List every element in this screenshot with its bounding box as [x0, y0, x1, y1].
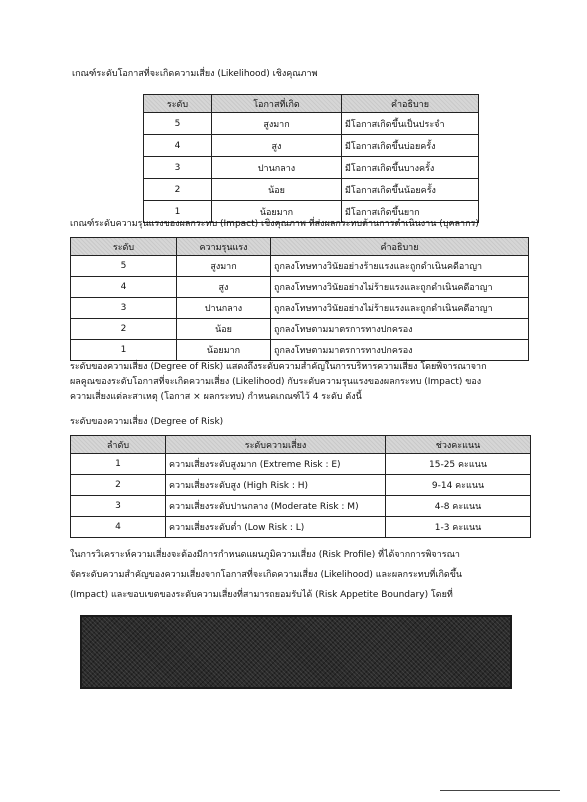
- impact-cell-description: ถูกลงโทษทางวินัยอย่างร้ายแรงและถูกดำเนินคดีอาญา: [271, 256, 529, 277]
- redacted-image-block: [80, 615, 512, 689]
- impact-cell-description: ถูกลงโทษทางวินัยอย่างไม่ร้ายแรงและถูกดำเนินคดีอาญา: [271, 298, 529, 319]
- degree-cell-risk-level: ความเสี่ยงระดับสูง (High Risk : H): [166, 475, 386, 496]
- degree-paragraph-line: ผลคูณของระดับโอกาสที่จะเกิดความเสี่ยง (Likelihood) กับระดับความรุนแรงของผลกระทบ (Impact) ของ: [70, 377, 482, 387]
- degree-cell-risk-level: ความเสี่ยงระดับต่ำ (Low Risk : L): [166, 517, 386, 538]
- impact-cell-description: ถูกลงโทษตามมาตรการทางปกครอง: [271, 340, 529, 361]
- impact-cell-description: ถูกลงโทษตามมาตรการทางปกครอง: [271, 319, 529, 340]
- impact-cell-severity: น้อย: [177, 319, 271, 340]
- impact-cell-severity: สูงมาก: [177, 256, 271, 277]
- degree-header-order: ลำดับ: [71, 436, 166, 454]
- table-row: [144, 135, 479, 157]
- degree-cell-order: 1: [71, 454, 166, 475]
- impact-cell-level: 1: [71, 340, 177, 361]
- degree-cell-score-range: 1-3 คะแนน: [386, 517, 531, 538]
- degree-cell-order: 2: [71, 475, 166, 496]
- table-row: [71, 277, 529, 298]
- impact-cell-severity: น้อยมาก: [177, 340, 271, 361]
- table-row: [71, 454, 531, 475]
- likelihood-header-level: ระดับ: [144, 95, 212, 113]
- impact-header-severity: ความรุนแรง: [177, 238, 271, 256]
- likelihood-cell-description: มีโอกาสเกิดขึ้นยาก: [342, 201, 479, 223]
- table-row: [71, 298, 529, 319]
- analysis-paragraph-line: (Impact) และขอบเขตของระดับความเสี่ยงที่สามารถยอมรับได้ (Risk Appetite Boundary) โดยที่: [70, 590, 453, 600]
- table-row: [71, 319, 529, 340]
- impact-cell-level: 2: [71, 319, 177, 340]
- analysis-paragraph-line: ในการวิเคราะห์ความเสี่ยงจะต้องมีการกำหนดแผนภูมิความเสี่ยง (Risk Profile) ที่ได้จากการพิจารณา: [70, 550, 460, 560]
- analysis-paragraph-line: จัดระดับความสำคัญของความเสี่ยงจากโอกาสที่จะเกิดความเสี่ยง (Likelihood) และผลกระทบที่เกิดขึ้น: [70, 570, 463, 580]
- degree-table: [70, 435, 531, 538]
- likelihood-cell-chance: ปานกลาง: [212, 157, 342, 179]
- degree-paragraph-line: ระดับของความเสี่ยง (Degree of Risk) แสดงถึงระดับความสำคัญในการบริหารความเสี่ยง โดยพิจารณาจาก: [70, 362, 487, 372]
- impact-header-level: ระดับ: [71, 238, 177, 256]
- table-row: [144, 179, 479, 201]
- impact-heading: เกณฑ์ระดับความรุนแรงของผลกระทบ (Impact) เชิงคุณภาพ ที่ส่งผลกระทบด้านการดำเนินงาน (บุคลากร): [70, 219, 479, 229]
- degree-cell-score-range: 15-25 คะแนน: [386, 454, 531, 475]
- table-row: [71, 475, 531, 496]
- analysis-paragraph: [70, 545, 532, 605]
- footer-divider: [440, 790, 560, 791]
- likelihood-cell-description: มีโอกาสเกิดขึ้นบางครั้ง: [342, 157, 479, 179]
- likelihood-cell-level: 2: [144, 179, 212, 201]
- impact-header-row: [71, 238, 529, 256]
- degree-header-score-range: ช่วงคะแนน: [386, 436, 531, 454]
- table-row: [71, 517, 531, 538]
- impact-cell-level: 4: [71, 277, 177, 298]
- degree-cell-risk-level: ความเสี่ยงระดับปานกลาง (Moderate Risk : M): [166, 496, 386, 517]
- likelihood-cell-chance: สูงมาก: [212, 113, 342, 135]
- likelihood-cell-description: มีโอกาสเกิดขึ้นบ่อยครั้ง: [342, 135, 479, 157]
- likelihood-header-row: [144, 95, 479, 113]
- degree-paragraph: [70, 360, 530, 405]
- likelihood-cell-level: 4: [144, 135, 212, 157]
- likelihood-cell-chance: น้อย: [212, 179, 342, 201]
- likelihood-header-chance: โอกาสที่เกิด: [212, 95, 342, 113]
- likelihood-cell-chance: สูง: [212, 135, 342, 157]
- likelihood-cell-level: 3: [144, 157, 212, 179]
- impact-header-description: คำอธิบาย: [271, 238, 529, 256]
- impact-cell-level: 3: [71, 298, 177, 319]
- degree-cell-score-range: 9-14 คะแนน: [386, 475, 531, 496]
- impact-cell-level: 5: [71, 256, 177, 277]
- likelihood-cell-level: 1: [144, 201, 212, 223]
- table-row: [71, 340, 529, 361]
- degree-paragraph-line: ความเสี่ยงแต่ละสาเหตุ (โอกาส × ผลกระทบ) กำหนดเกณฑ์ไว้ 4 ระดับ ดังนี้: [70, 392, 362, 402]
- likelihood-cell-level: 5: [144, 113, 212, 135]
- likelihood-heading: เกณฑ์ระดับโอกาสที่จะเกิดความเสี่ยง (Likelihood) เชิงคุณภาพ: [72, 69, 318, 79]
- impact-cell-severity: สูง: [177, 277, 271, 298]
- degree-cell-score-range: 4-8 คะแนน: [386, 496, 531, 517]
- impact-cell-description: ถูกลงโทษทางวินัยอย่างไม่ร้ายแรงและถูกดำเนินคดีอาญา: [271, 277, 529, 298]
- degree-cell-risk-level: ความเสี่ยงระดับสูงมาก (Extreme Risk : E): [166, 454, 386, 475]
- likelihood-table: [143, 94, 479, 223]
- degree-header-risk-level: ระดับความเสี่ยง: [166, 436, 386, 454]
- likelihood-header-description: คำอธิบาย: [342, 95, 479, 113]
- degree-cell-order: 4: [71, 517, 166, 538]
- table-row: [71, 496, 531, 517]
- table-row: [71, 256, 529, 277]
- degree-header-row: [71, 436, 531, 454]
- degree-heading: ระดับของความเสี่ยง (Degree of Risk): [70, 417, 224, 427]
- likelihood-cell-description: มีโอกาสเกิดขึ้นน้อยครั้ง: [342, 179, 479, 201]
- likelihood-cell-description: มีโอกาสเกิดขึ้นเป็นประจำ: [342, 113, 479, 135]
- table-row: [144, 113, 479, 135]
- table-row: [144, 157, 479, 179]
- degree-cell-order: 3: [71, 496, 166, 517]
- impact-table: [70, 237, 529, 361]
- impact-cell-severity: ปานกลาง: [177, 298, 271, 319]
- likelihood-cell-chance: น้อยมาก: [212, 201, 342, 223]
